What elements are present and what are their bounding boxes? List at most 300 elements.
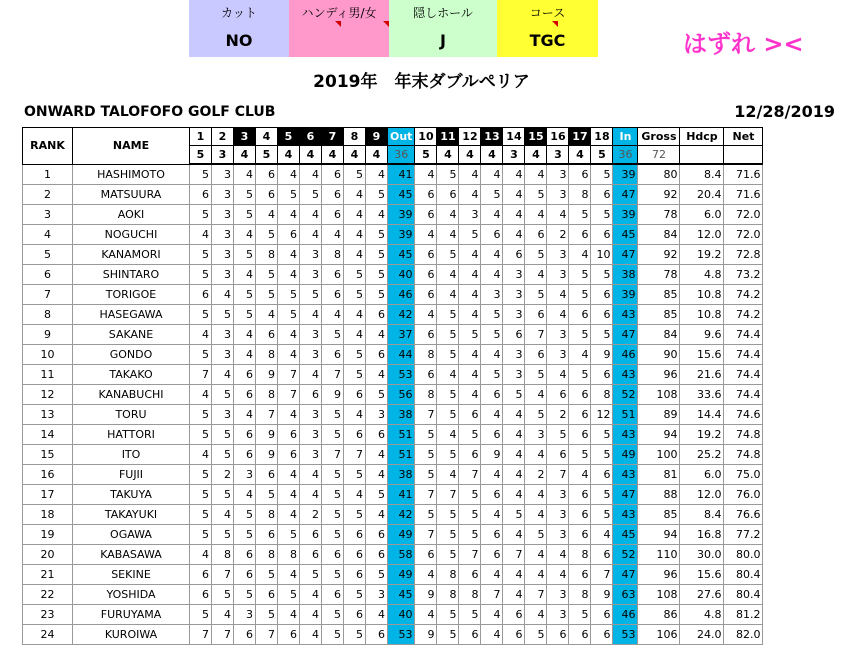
in-cell: 46 bbox=[613, 605, 638, 625]
score-cell: 6 bbox=[366, 305, 388, 325]
score-cell: 5 bbox=[366, 385, 388, 405]
in-cell: 47 bbox=[613, 565, 638, 585]
score-cell: 4 bbox=[503, 525, 525, 545]
score-cell: 4 bbox=[459, 345, 481, 365]
score-cell: 4 bbox=[300, 605, 322, 625]
score-cell: 6 bbox=[591, 545, 613, 565]
score-table bbox=[22, 127, 763, 645]
score-cell: 8 bbox=[415, 345, 437, 365]
score-cell: 3 bbox=[547, 585, 569, 605]
score-cell: 4 bbox=[437, 225, 459, 245]
name-cell: TORU bbox=[73, 405, 190, 425]
score-cell: 5 bbox=[344, 505, 366, 525]
rank-cell: 5 bbox=[23, 245, 73, 265]
score-cell: 6 bbox=[322, 185, 344, 205]
out-cell: 53 bbox=[388, 365, 415, 385]
score-cell: 4 bbox=[437, 205, 459, 225]
score-cell: 4 bbox=[256, 305, 278, 325]
name-cell: TAKAYUKI bbox=[73, 505, 190, 525]
score-cell: 3 bbox=[212, 225, 234, 245]
score-cell: 6 bbox=[569, 565, 591, 585]
score-cell: 3 bbox=[212, 345, 234, 365]
score-cell: 6 bbox=[569, 425, 591, 445]
score-cell: 4 bbox=[415, 565, 437, 585]
score-cell: 6 bbox=[256, 325, 278, 345]
score-cell: 5 bbox=[366, 485, 388, 505]
out-cell: 41 bbox=[388, 485, 415, 505]
score-cell: 4 bbox=[547, 285, 569, 305]
score-cell: 6 bbox=[256, 585, 278, 605]
table-row bbox=[23, 285, 763, 305]
score-cell: 5 bbox=[190, 405, 212, 425]
score-cell: 4 bbox=[344, 245, 366, 265]
rank-cell: 18 bbox=[23, 505, 73, 525]
score-cell: 5 bbox=[212, 385, 234, 405]
gross-cell: 85 bbox=[638, 505, 680, 525]
score-cell: 5 bbox=[322, 465, 344, 485]
in-cell: 49 bbox=[613, 445, 638, 465]
name-cell: OGAWA bbox=[73, 525, 190, 545]
score-cell: 6 bbox=[569, 164, 591, 185]
score-cell: 3 bbox=[300, 425, 322, 445]
hdcp-cell: 15.6 bbox=[680, 345, 724, 365]
score-cell: 4 bbox=[344, 205, 366, 225]
score-cell: 3 bbox=[503, 345, 525, 365]
table-row bbox=[23, 365, 763, 385]
net-cell: 80.4 bbox=[724, 565, 763, 585]
score-cell: 5 bbox=[234, 185, 256, 205]
par-hdcp-empty bbox=[680, 146, 724, 165]
score-cell: 5 bbox=[437, 385, 459, 405]
score-cell: 4 bbox=[459, 265, 481, 285]
score-cell: 4 bbox=[503, 225, 525, 245]
score-cell: 6 bbox=[366, 345, 388, 365]
score-cell: 5 bbox=[190, 465, 212, 485]
table-row bbox=[23, 545, 763, 565]
score-cell: 7 bbox=[278, 385, 300, 405]
score-cell: 5 bbox=[591, 205, 613, 225]
rank-cell: 9 bbox=[23, 325, 73, 345]
net-cell: 77.2 bbox=[724, 525, 763, 545]
score-cell: 5 bbox=[437, 445, 459, 465]
score-cell: 4 bbox=[278, 205, 300, 225]
score-cell: 4 bbox=[547, 545, 569, 565]
par-hole-4: 5 bbox=[256, 146, 278, 165]
score-cell: 4 bbox=[212, 605, 234, 625]
score-cell: 4 bbox=[278, 164, 300, 185]
score-cell: 4 bbox=[437, 265, 459, 285]
score-cell: 5 bbox=[234, 525, 256, 545]
score-cell: 4 bbox=[366, 465, 388, 485]
header-hole-8: 8 bbox=[344, 128, 366, 146]
out-cell: 38 bbox=[388, 405, 415, 425]
net-cell: 72.8 bbox=[724, 245, 763, 265]
score-cell: 4 bbox=[547, 565, 569, 585]
score-cell: 5 bbox=[525, 625, 547, 645]
score-cell: 7 bbox=[459, 545, 481, 565]
score-cell: 4 bbox=[278, 565, 300, 585]
par-hole-6: 4 bbox=[300, 146, 322, 165]
score-cell: 4 bbox=[525, 205, 547, 225]
hdcp-cell: 12.0 bbox=[680, 225, 724, 245]
header-hole-12: 12 bbox=[459, 128, 481, 146]
score-cell: 4 bbox=[278, 345, 300, 365]
in-cell: 47 bbox=[613, 245, 638, 265]
net-cell: 74.2 bbox=[724, 305, 763, 325]
net-cell: 80.4 bbox=[724, 585, 763, 605]
score-cell: 9 bbox=[481, 445, 503, 465]
score-cell: 4 bbox=[344, 225, 366, 245]
score-cell: 5 bbox=[256, 605, 278, 625]
score-cell: 5 bbox=[437, 505, 459, 525]
name-cell: KANAMORI bbox=[73, 245, 190, 265]
score-cell: 4 bbox=[278, 605, 300, 625]
rank-cell: 14 bbox=[23, 425, 73, 445]
score-cell: 4 bbox=[300, 585, 322, 605]
score-cell: 6 bbox=[256, 185, 278, 205]
in-cell: 52 bbox=[613, 545, 638, 565]
score-cell: 9 bbox=[256, 425, 278, 445]
table-row bbox=[23, 585, 763, 605]
table-row bbox=[23, 164, 763, 185]
score-cell: 6 bbox=[278, 625, 300, 645]
score-cell: 4 bbox=[481, 205, 503, 225]
table-row bbox=[23, 605, 763, 625]
score-cell: 5 bbox=[300, 565, 322, 585]
score-cell: 9 bbox=[256, 365, 278, 385]
score-cell: 5 bbox=[525, 525, 547, 545]
score-cell: 4 bbox=[300, 365, 322, 385]
score-cell: 8 bbox=[437, 585, 459, 605]
score-cell: 6 bbox=[459, 405, 481, 425]
gross-cell: 100 bbox=[638, 445, 680, 465]
header-hole-4: 4 bbox=[256, 128, 278, 146]
score-cell: 3 bbox=[212, 164, 234, 185]
score-cell: 4 bbox=[459, 305, 481, 325]
rank-cell: 2 bbox=[23, 185, 73, 205]
gross-cell: 78 bbox=[638, 205, 680, 225]
par-hole-17: 4 bbox=[569, 146, 591, 165]
score-cell: 3 bbox=[300, 345, 322, 365]
score-cell: 6 bbox=[415, 365, 437, 385]
score-cell: 4 bbox=[437, 465, 459, 485]
score-cell: 4 bbox=[300, 164, 322, 185]
in-cell: 63 bbox=[613, 585, 638, 605]
score-cell: 5 bbox=[525, 365, 547, 385]
comment-marker-icon bbox=[335, 21, 341, 27]
score-cell: 8 bbox=[569, 585, 591, 605]
score-cell: 3 bbox=[459, 205, 481, 225]
hdcp-cell: 9.6 bbox=[680, 325, 724, 345]
score-cell: 3 bbox=[547, 185, 569, 205]
score-cell: 6 bbox=[344, 425, 366, 445]
hdcp-cell: 4.8 bbox=[680, 605, 724, 625]
score-cell: 4 bbox=[278, 505, 300, 525]
score-cell: 3 bbox=[547, 245, 569, 265]
score-cell: 5 bbox=[190, 425, 212, 445]
score-cell: 5 bbox=[459, 425, 481, 445]
score-cell: 5 bbox=[437, 325, 459, 345]
score-cell: 4 bbox=[481, 265, 503, 285]
score-cell: 3 bbox=[212, 265, 234, 285]
par-hole-9: 4 bbox=[366, 146, 388, 165]
score-cell: 9 bbox=[256, 445, 278, 465]
net-cell: 73.2 bbox=[724, 265, 763, 285]
out-cell: 39 bbox=[388, 225, 415, 245]
score-cell: 6 bbox=[569, 385, 591, 405]
cut-label: カット bbox=[221, 6, 257, 20]
header-hole-3: 3 bbox=[234, 128, 256, 146]
score-cell: 6 bbox=[569, 405, 591, 425]
score-cell: 5 bbox=[344, 365, 366, 385]
score-cell: 7 bbox=[212, 565, 234, 585]
table-row bbox=[23, 245, 763, 265]
score-cell: 5 bbox=[525, 285, 547, 305]
gross-cell: 94 bbox=[638, 525, 680, 545]
score-cell: 8 bbox=[569, 185, 591, 205]
rank-cell: 1 bbox=[23, 164, 73, 185]
score-cell: 3 bbox=[503, 305, 525, 325]
score-cell: 4 bbox=[459, 285, 481, 305]
score-cell: 5 bbox=[569, 365, 591, 385]
gross-cell: 92 bbox=[638, 245, 680, 265]
header-hole-9: 9 bbox=[366, 128, 388, 146]
score-cell: 4 bbox=[278, 485, 300, 505]
score-cell: 6 bbox=[278, 445, 300, 465]
header-hole-11: 11 bbox=[437, 128, 459, 146]
table-row bbox=[23, 445, 763, 465]
score-cell: 2 bbox=[300, 505, 322, 525]
score-cell: 9 bbox=[322, 385, 344, 405]
score-cell: 4 bbox=[234, 225, 256, 245]
setting-box-course bbox=[497, 0, 598, 57]
score-cell: 5 bbox=[212, 525, 234, 545]
score-cell: 5 bbox=[190, 485, 212, 505]
score-cell: 6 bbox=[569, 225, 591, 245]
score-cell: 5 bbox=[234, 585, 256, 605]
score-cell: 5 bbox=[415, 445, 437, 465]
gross-cell: 85 bbox=[638, 305, 680, 325]
gross-cell: 89 bbox=[638, 405, 680, 425]
hdcp-cell: 14.4 bbox=[680, 405, 724, 425]
name-cell: YOSHIDA bbox=[73, 585, 190, 605]
score-cell: 4 bbox=[503, 565, 525, 585]
table-row bbox=[23, 205, 763, 225]
score-cell: 7 bbox=[415, 525, 437, 545]
par-hole-7: 4 bbox=[322, 146, 344, 165]
name-cell: SEKINE bbox=[73, 565, 190, 585]
name-cell: TAKAKO bbox=[73, 365, 190, 385]
score-cell: 4 bbox=[525, 265, 547, 285]
score-cell: 6 bbox=[344, 525, 366, 545]
score-cell: 5 bbox=[234, 285, 256, 305]
score-cell: 5 bbox=[190, 205, 212, 225]
score-cell: 6 bbox=[366, 625, 388, 645]
score-cell: 7 bbox=[190, 365, 212, 385]
hdcp-cell: 24.0 bbox=[680, 625, 724, 645]
score-cell: 6 bbox=[415, 265, 437, 285]
score-cell: 5 bbox=[591, 265, 613, 285]
score-cell: 4 bbox=[415, 164, 437, 185]
score-cell: 5 bbox=[344, 345, 366, 365]
header-name: NAME bbox=[73, 128, 190, 165]
score-cell: 4 bbox=[366, 445, 388, 465]
score-cell: 4 bbox=[366, 205, 388, 225]
score-cell: 6 bbox=[322, 285, 344, 305]
score-cell: 2 bbox=[525, 465, 547, 485]
score-cell: 3 bbox=[547, 325, 569, 345]
score-cell: 5 bbox=[344, 625, 366, 645]
out-cell: 58 bbox=[388, 545, 415, 565]
header-hole-2: 2 bbox=[212, 128, 234, 146]
score-cell: 3 bbox=[300, 265, 322, 285]
out-cell: 39 bbox=[388, 205, 415, 225]
score-cell: 5 bbox=[415, 425, 437, 445]
score-cell: 5 bbox=[525, 245, 547, 265]
gross-cell: 96 bbox=[638, 565, 680, 585]
score-cell: 8 bbox=[437, 565, 459, 585]
rank-cell: 12 bbox=[23, 385, 73, 405]
score-cell: 4 bbox=[190, 385, 212, 405]
score-cell: 6 bbox=[569, 625, 591, 645]
score-cell: 3 bbox=[300, 445, 322, 465]
score-cell: 6 bbox=[322, 345, 344, 365]
out-cell: 38 bbox=[388, 465, 415, 485]
out-cell: 45 bbox=[388, 185, 415, 205]
score-cell: 3 bbox=[366, 405, 388, 425]
score-cell: 4 bbox=[300, 225, 322, 245]
table-row bbox=[23, 405, 763, 425]
score-cell: 3 bbox=[212, 185, 234, 205]
net-cell: 74.4 bbox=[724, 345, 763, 365]
hdcp-cell: 27.6 bbox=[680, 585, 724, 605]
header-hole-13: 13 bbox=[481, 128, 503, 146]
header-in: In bbox=[613, 128, 638, 146]
score-cell: 6 bbox=[366, 425, 388, 445]
score-cell: 2 bbox=[212, 465, 234, 485]
score-cell: 8 bbox=[278, 545, 300, 565]
rank-cell: 7 bbox=[23, 285, 73, 305]
score-cell: 4 bbox=[344, 305, 366, 325]
score-cell: 5 bbox=[322, 425, 344, 445]
score-cell: 6 bbox=[459, 565, 481, 585]
score-cell: 4 bbox=[278, 465, 300, 485]
score-cell: 4 bbox=[344, 405, 366, 425]
score-cell: 4 bbox=[366, 164, 388, 185]
table-row bbox=[23, 185, 763, 205]
score-cell: 5 bbox=[256, 485, 278, 505]
score-cell: 5 bbox=[234, 205, 256, 225]
score-cell: 2 bbox=[547, 405, 569, 425]
score-cell: 5 bbox=[569, 285, 591, 305]
score-cell: 6 bbox=[344, 385, 366, 405]
score-cell: 5 bbox=[344, 265, 366, 285]
score-cell: 6 bbox=[591, 285, 613, 305]
score-cell: 4 bbox=[503, 425, 525, 445]
in-cell: 38 bbox=[613, 265, 638, 285]
score-cell: 7 bbox=[322, 445, 344, 465]
rank-cell: 13 bbox=[23, 405, 73, 425]
hidden-hole-label: 隠しホール bbox=[413, 6, 473, 20]
hdcp-cell: 19.2 bbox=[680, 425, 724, 445]
score-cell: 6 bbox=[569, 505, 591, 525]
score-cell: 3 bbox=[234, 465, 256, 485]
score-cell: 8 bbox=[256, 345, 278, 365]
score-cell: 4 bbox=[525, 505, 547, 525]
score-cell: 5 bbox=[569, 205, 591, 225]
par-out: 36 bbox=[388, 146, 415, 165]
score-cell: 5 bbox=[459, 525, 481, 545]
score-cell: 4 bbox=[366, 605, 388, 625]
score-cell: 6 bbox=[481, 545, 503, 565]
score-cell: 5 bbox=[256, 565, 278, 585]
table-row bbox=[23, 485, 763, 505]
out-cell: 41 bbox=[388, 164, 415, 185]
in-cell: 39 bbox=[613, 164, 638, 185]
result-text: はずれ >< bbox=[683, 30, 804, 58]
score-cell: 4 bbox=[300, 305, 322, 325]
score-cell: 5 bbox=[190, 345, 212, 365]
gross-cell: 81 bbox=[638, 465, 680, 485]
score-cell: 4 bbox=[481, 625, 503, 645]
score-cell: 5 bbox=[278, 305, 300, 325]
par-total: 72 bbox=[638, 146, 680, 165]
in-cell: 47 bbox=[613, 485, 638, 505]
rank-cell: 15 bbox=[23, 445, 73, 465]
score-cell: 5 bbox=[322, 525, 344, 545]
in-cell: 51 bbox=[613, 405, 638, 425]
score-cell: 4 bbox=[503, 164, 525, 185]
score-cell: 5 bbox=[547, 425, 569, 445]
name-cell: KABASAWA bbox=[73, 545, 190, 565]
score-cell: 3 bbox=[547, 605, 569, 625]
score-cell: 4 bbox=[525, 485, 547, 505]
score-cell: 4 bbox=[234, 325, 256, 345]
hidden-hole-value: J bbox=[440, 31, 446, 50]
setting-box-hidden-hole bbox=[389, 0, 497, 57]
par-hole-14: 3 bbox=[503, 146, 525, 165]
score-cell: 6 bbox=[256, 465, 278, 485]
score-cell: 6 bbox=[481, 485, 503, 505]
score-cell: 6 bbox=[481, 385, 503, 405]
score-cell: 3 bbox=[212, 245, 234, 265]
gross-cell: 92 bbox=[638, 185, 680, 205]
score-cell: 5 bbox=[190, 505, 212, 525]
score-cell: 6 bbox=[322, 265, 344, 285]
score-cell: 10 bbox=[591, 245, 613, 265]
score-cell: 6 bbox=[415, 245, 437, 265]
score-cell: 5 bbox=[322, 605, 344, 625]
score-cell: 6 bbox=[322, 585, 344, 605]
score-cell: 6 bbox=[591, 465, 613, 485]
score-cell: 5 bbox=[256, 285, 278, 305]
score-cell: 4 bbox=[569, 245, 591, 265]
score-cell: 6 bbox=[234, 545, 256, 565]
hdcp-cell: 20.4 bbox=[680, 185, 724, 205]
gross-cell: 108 bbox=[638, 385, 680, 405]
in-cell: 47 bbox=[613, 185, 638, 205]
score-cell: 5 bbox=[437, 625, 459, 645]
score-cell: 6 bbox=[503, 325, 525, 345]
score-cell: 4 bbox=[212, 365, 234, 385]
par-hole-3: 4 bbox=[234, 146, 256, 165]
score-cell: 7 bbox=[415, 485, 437, 505]
score-cell: 4 bbox=[459, 245, 481, 265]
score-cell: 4 bbox=[415, 225, 437, 245]
score-cell: 5 bbox=[591, 425, 613, 445]
table-row bbox=[23, 345, 763, 365]
score-cell: 6 bbox=[234, 445, 256, 465]
